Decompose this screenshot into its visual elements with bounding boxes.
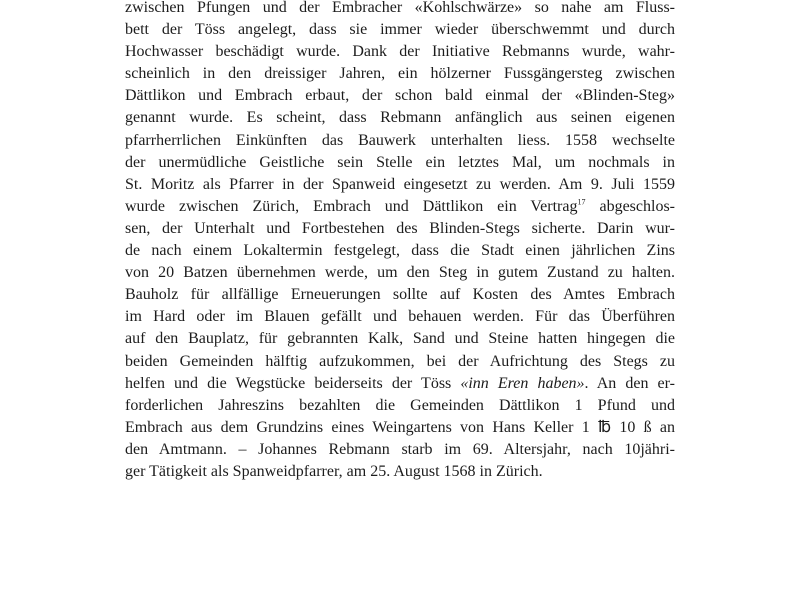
text-run: . An den er- bbox=[584, 374, 675, 392]
text-line: von 20 Batzen übernehmen werde, um den Steg in gutem Zustand zu halten. bbox=[125, 264, 675, 282]
text-line: beiden Gemeinden hälftig aufzukommen, bei der Aufrichtung des Stegs zu bbox=[125, 352, 675, 370]
text-line bbox=[125, 373, 675, 395]
text-line: sen, der Unterhalt und Fortbestehen des Blinden-Stegs sicherte. Darin wur- bbox=[125, 219, 675, 237]
text-run: helfen und die Wegstücke beiderseits der Töss bbox=[125, 374, 461, 392]
text-line: zwischen Pfungen und der Embracher «Kohlschwärze» so nahe am Fluss- bbox=[125, 0, 675, 16]
text-line: Hochwasser beschädigt wurde. Dank der Initiative Rebmanns wurde, wahr- bbox=[125, 43, 675, 61]
footnote-ref: 17 bbox=[577, 197, 586, 207]
text-line: forderlichen Jahreszins bezahlten die Gemeinden Dättlikon 1 Pfund und bbox=[125, 396, 675, 414]
text-line: ger Tätigkeit als Spanweidpfarrer, am 25. August 1568 in Zürich. bbox=[125, 462, 543, 480]
text-line: genannt wurde. Es scheint, dass Rebmann anfänglich aus seinen eigenen bbox=[125, 109, 675, 127]
text-line: der unermüdliche Geistliche sein Stelle ein letztes Mal, um nochmals in bbox=[125, 153, 675, 171]
text-line: Dättlikon und Embrach erbaut, der schon bald einmal der «Blinden-Steg» bbox=[125, 87, 675, 105]
text-line: de nach einem Lokaltermin festgelegt, dass die Stadt einen jährlichen Zins bbox=[125, 242, 675, 260]
text-line: Bauholz für allfällige Erneuerungen sollte auf Kosten des Amtes Embrach bbox=[125, 286, 675, 304]
text-line: Embrach aus dem Grundzins eines Weingartens von Hans Keller 1 ℔ 10 ß an bbox=[125, 418, 675, 436]
text-line: bett der Töss angelegt, dass sie immer wieder überschwemmt und durch bbox=[125, 21, 675, 39]
text-run: abgeschlos- bbox=[585, 197, 675, 215]
text-line: St. Moritz als Pfarrer in der Spanweid eingesetzt zu werden. Am 9. Juli 1559 bbox=[125, 175, 675, 193]
text-line: pfarrherrlichen Einkünften das Bauwerk unterhalten liess. 1558 wechselte bbox=[125, 131, 675, 149]
italic-quote: «inn Eren haben» bbox=[460, 374, 585, 392]
text-line bbox=[125, 196, 675, 218]
text-line: auf den Bauplatz, für gebrannten Kalk, Sand und Steine hatten hingegen die bbox=[125, 330, 675, 348]
text-line: scheinlich in den dreissiger Jahren, ein hölzerner Fussgängersteg zwischen bbox=[125, 65, 675, 83]
text-run: wurde zwischen Zürich, Embrach und Dättlikon ein Vertrag bbox=[125, 197, 578, 215]
body-text bbox=[125, 0, 675, 483]
text-line: den Amtmann. – Johannes Rebmann starb im 69. Altersjahr, nach 10jähri- bbox=[125, 440, 675, 458]
text-line: im Hard oder im Blauen gefällt und behauen werden. Für das Überführen bbox=[125, 308, 675, 326]
